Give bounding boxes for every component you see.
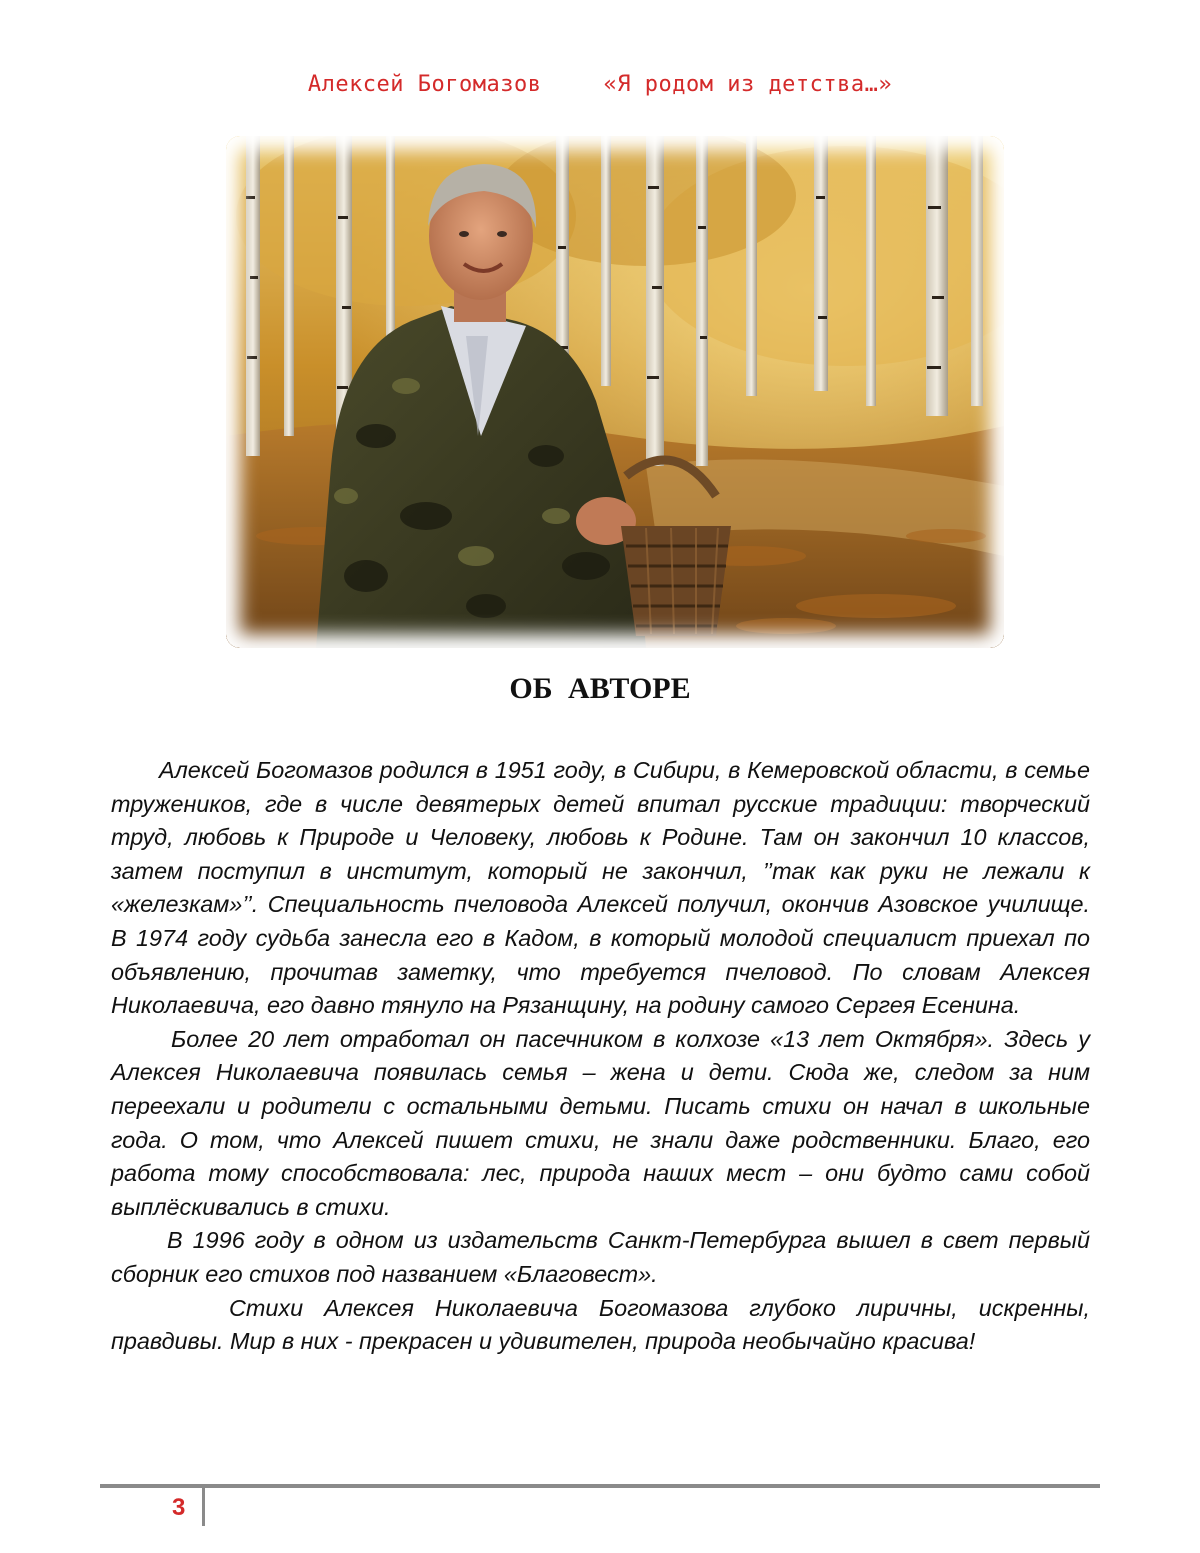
header-author: Алексей Богомазов: [307, 72, 542, 97]
paragraph-beekeeper: Более 20 лет отработал он пасечником в колхозе «13 лет Октября». Здесь у Алексея Николаевича появилась семья – жена и дети. Сюда же, следом за ним переехали и родители с остальными детьми. Писать стихи он начал в школьные года. О том, что Алексей пишет стихи, не знали даже родственники. Благо, его работа тому способствовала: лес, природа наших мест – они будто сами собой выплёскивались в стихи.: [111, 1025, 1090, 1220]
autumn-forest-photo: [226, 136, 1004, 648]
page-number: 3: [172, 1494, 186, 1521]
author-photo: [226, 136, 1004, 648]
running-header: [0, 72, 1200, 97]
section-title: ОБ АВТОРЕ: [509, 672, 691, 705]
article-body: [111, 754, 1090, 1359]
paragraph-first-book: В 1996 году в одном из издательств Санкт-Петербурга вышел в свет первый сборник его стихов под названием «Благовест».: [111, 1227, 1090, 1287]
paragraph-poems: Стихи Алексея Николаевича Богомазова глубоко лиричны, искренны, правдивы. Мир в них - прекрасен и удивителен, природа необычайно красива!: [111, 1294, 1090, 1355]
footer-divider: [202, 1488, 205, 1526]
paragraph-biography: Алексей Богомазов родился в 1951 году, в Сибири, в Кемеровской области, в семье тружеников, где в числе девятерых детей впитал русские традиции: творческий труд, любовь к Природе и Человеку, любовь к Родине. Там он закончил 10 классов, затем поступил в институт, который не закончил, ’’так как руки не лежали к «железкам»’’. Специальность пчеловода Алексей получил, окончив Азовское училище. В 1974 году судьба занесла его в Кадом, в который молодой специалист приехал по объявлению, прочитав заметку, что требуется пчеловод. По словам Алексея Николаевича, его давно тянуло на Рязанщину, на родину самого Сергея Есенина.: [111, 757, 1090, 1019]
footer-rule: [100, 1484, 1100, 1488]
header-book-title: «Я родом из детства…»: [603, 72, 893, 97]
